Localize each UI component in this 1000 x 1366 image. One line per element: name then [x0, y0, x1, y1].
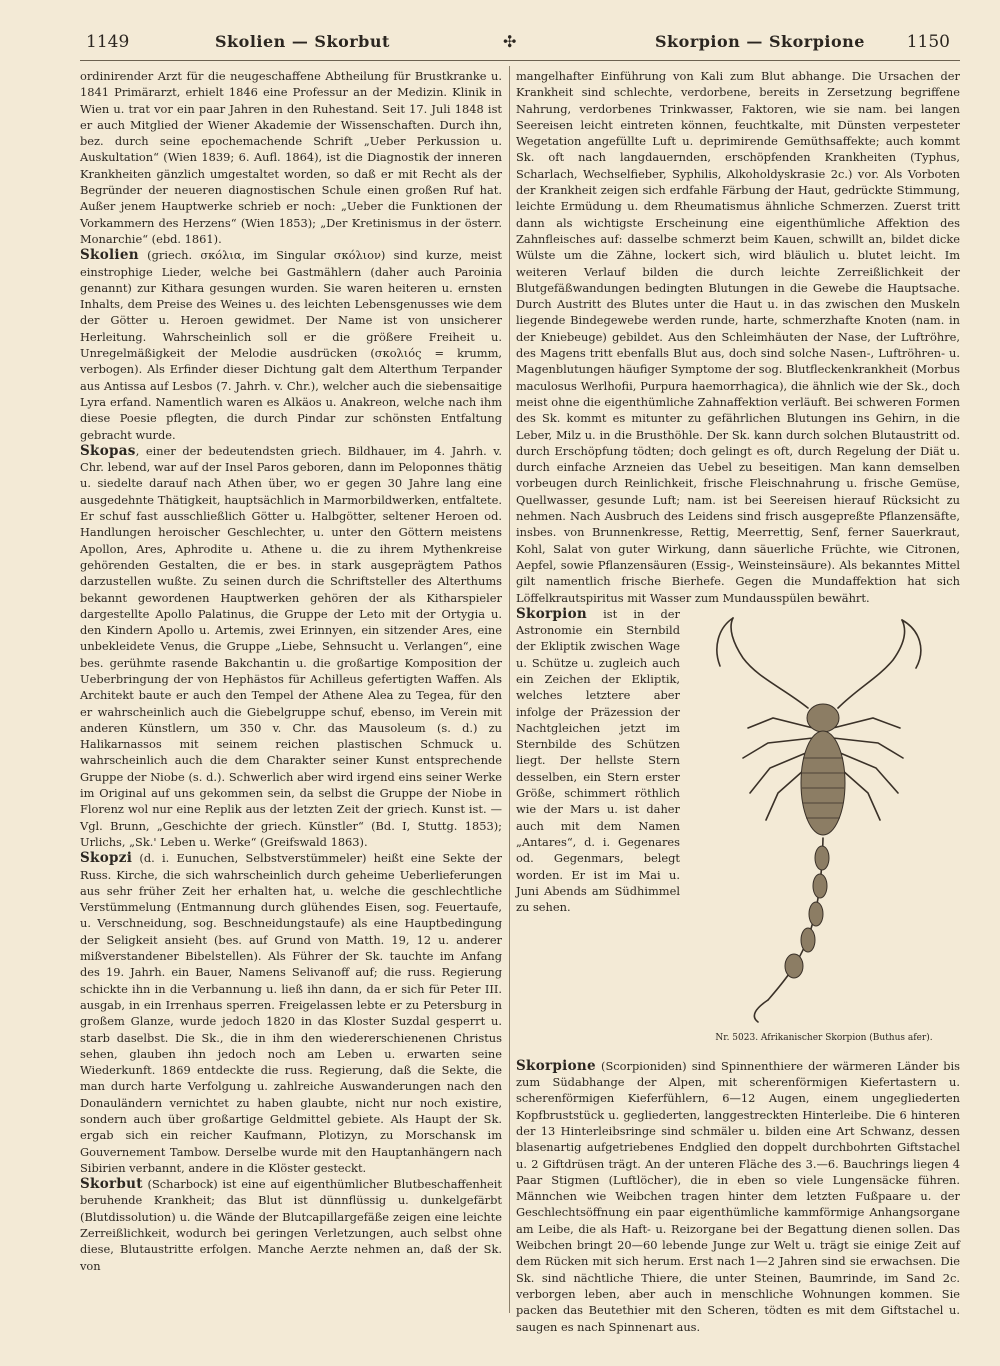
entry-heading: Skopas — [80, 442, 136, 459]
entry-skorbut — [80, 1176, 502, 1274]
figure-caption: Nr. 5023. Afrikanischer Skorpion (Buthus afer). — [715, 1032, 933, 1043]
entry-skopzi — [80, 850, 502, 1176]
column-divider — [509, 66, 510, 1313]
left-column — [80, 68, 502, 1274]
page-header — [0, 30, 1000, 58]
scorpion-figure — [688, 608, 960, 1054]
entry-heading: Skorbut — [80, 1176, 143, 1193]
page-number-left: 1149 — [86, 32, 130, 52]
running-head-left: Skolien — Skorbut — [215, 32, 390, 51]
right-column — [516, 68, 960, 1335]
entry-text: (Scharbock) ist eine auf eigenthümlicher Blutbeschaffenheit beruhende Krankheit; das Blut ist dünnflüssig u. dunkelgefärbt (Blutdissolution) u. die Wände der Blutcapillargefäße zeigen eine leichte Zerreißlichkeit, wodurch bei geringen Verletzungen, auch selbst ohne diese, Blutaustritte erfolgen. Manche Aerzte nehmen an, daß der Sk. von — [80, 1177, 502, 1273]
entry-text: , einer der bedeutendsten griech. Bildhauer, im 4. Jahrh. v. Chr. lebend, war auf der Insel Paros geboren, dann im Peloponnes thätig u. siedelte darauf nach Athen über, wo er gegen 30 Jahre lang eine ausgedehnte Thätigkeit, hauptsächlich in Marmorbildwerken, entfaltete. Er schuf fast ausschließlich Götter u. Halbgötter, seltener Heroen od. Handlungen heroischer Geschlechter, u. unter den Göttern meistens Apollon, Ares, Aphrodite u. Athene u. die zu ihrem Mythenkreise gehörenden Gestalten, die er bes. in stark ausgeprägtem Pathos darzustellen wußte. Zu seinen durch die Schriftsteller des Alterthums bekannt gewordenen Hauptwerken gehören der als Kitharspieler dargestellte Apollo Palatinus, die Gruppe der Leto mit der Ortygia u. den Kindern Apollo u. Artemis, zwei Erinnyen, ein sitzender Ares, eine unbekleidete Venus, die Gruppe „Liebe, Sehnsucht u. Verlangen“, eine bes. gerühmte rasende Bakchantin u. die großartige Komposition der Ueberbringung der von Hephästos für Achilleus gefertigten Waffen. Als Architekt baute er auch den Tempel der Athene Alea zu Tegea, für den er wahrscheinlich auch die Giebelgruppe schuf, ebenso, im Verein mit anderen Künstlern, um 350 v. Chr. das Mausoleum (s. d.) zu Halikarnassos mit seinem reichen plastischen Schmuck u. wahrscheinlich auch die dem Charakter seiner Kunst entsprechende Gruppe der Niobe (s. d.). Schwerlich aber wird irgend eins seiner Werke im Original auf uns gekommen sein, da selbst die Gruppe der Niobe in Florenz wol nur eine Replik aus der letzten Zeit der griech. Kunst ist. — Vgl. Brunn, „Geschichte der griech. Künstler“ (Bd. I, Stuttg. 1853); Urlichs, „Sk.' Leben u. Werke“ (Greifswald 1863). — [80, 443, 502, 849]
entry-text: (d. i. Eunuchen, Selbstverstümmeler) heißt eine Sekte der Russ. Kirche, die sich wahrscheinlich durch geheime Ueberlieferungen aus sehr früher Zeit her erhalten hat, u. welche die geschlechtliche Verstümmelung (Entmannung durch glühendes Eisen, sog. Feuertaufe, u. Verschneidung, sog. Beschneidungstaufe) als eine Hauptbedingung der Seligkeit ansieht (bes. auf Grund von Matth. 19, 12 u. anderer mißverstandener Bibelstellen). Als Führer der Sk. tauchte im Anfang des 19. Jahrh. ein Bauer, Namens Selivanoff auf; die russ. Regierung schickte ihn in die Verbannung u. ließ ihn dann, da er sich für Peter III. ausgab, in ein Irrenhaus sperren. Freigelassen lebte er zu Petersburg in großem Glanze, wurde jedoch 1820 in das Kloster Suzdal gesperrt u. starb daselbst. Die Sk., die in ihm den wiedererschienenen Christus sehen, glauben ihn jedoch noch am Leben u. erwarten seine Wiederkunft. 1869 entdeckte die russ. Regierung, daß die Sekte, die man durch harte Verfolgung u. zahlreiche Auswanderungen nach den Donauländern vernichtet zu haben glaubte, nicht nur noch existire, sondern auch über großartige Geldmittel gebiete. Als Haupt der Sk. ergab sich ein reicher Kaufmann, Plotizyn, zu Morschansk im Gouvernement Tambow. Derselbe wurde mit den Hauptanhängern nach Sibirien verbannt, andere in die Klöster gesteckt. — [80, 851, 502, 1175]
skorbut-continuation: mangelhafter Einführung von Kali zum Blut abhange. Die Ursachen der Krankheit sind schlechte, verdorbene, bereits in Zersetzung begriffene Nahrung, verdorbenes Trinkwasser, Faktoren, wie sie nam. bei langen Seereisen leicht eintreten können, feuchtkalte, mit Dünsten verpesteter Wegetation angefüllte Luft u. deprimirende Gemüthsaffekte; auch kommt Sk. oft nach langdauernden, erschöpfenden Krankheiten (Typhus, Scharlach, Wechselfieber, Syphilis, Alkoholdyskrasie 2c.) vor. Als Vorboten der Krankheit zeigen sich erdfahle Färbung der Haut, gedrückte Stimmung, leichte Ermüdung u. dem Rheumatismus ähnliche Schmerzen. Zuerst tritt dann als wichtigste Erscheinung eine eigenthümliche Affektion des Zahnfleisches auf: dasselbe schmerzt beim Kauen, schwillt an, bildet dicke Wülste um die Zähne, lockert sich, wird bläulich u. blutet leicht. Im weiteren Verlauf bilden die durch leichte Zerreißlichkeit der Blutgefäßwandungen bedingten Blutungen in die Gewebe die Hauptsache. Durch Austritt des Blutes unter die Haut u. in das zwischen den Muskeln liegende Bindegewebe werden runde, harte, schmerzhafte Knoten (nam. in der Kniebeuge) gebildet. Aus den Schleimhäuten der Nase, der Luftröhre, des Magens tritt ebenfalls Blut aus, doch sind solche Nasen-, Luftröhren- u. Magenblutungen häufiger Symptome der sog. Blutfleckenkrankheit (Morbus maculosus Werlhofii, Purpura haemorrhagica), die ähnlich wie der Sk., doch meist ohne die eigenthümliche Zahnaffektion verläuft. Bei schweren Formen des Sk. kommt es mitunter zu gefährlichen Blutungen ins Gehirn, in die Leber, Milz u. in die Brusthöhle. Der Sk. kann durch solchen Blutaustritt od. durch Erschöpfung tödten; doch gelingt es oft, durch Regelung der Diät u. durch einfache Arzneien das Uebel zu beseitigen. Man kann demselben vorbeugen durch Reinlichkeit, frische Fleischnahrung u. frische Gemüse, Quellwasser, gesunde Luft; nam. ist bei Seereisen hierauf Rücksicht zu nehmen. Nach Ausbruch des Leidens sind frisch ausgepreßte Pflanzensäfte, insbes. von Brunnenkresse, Rettig, Meerrettig, Senf, ferner Sauerkraut, Kohl, Salat von guter Wirkung, dann säuerliche Früchte, wie Citronen, Aepfel, sowie Pflanzensäuren (Essig-, Weinsteinsäure). Als bekanntes Mittel gilt namentlich frische Bierhefe. Gegen die Mundaffektion hat sich Löffelkrautspiritus mit Wasser zum Mundausspülen bewährt. — [516, 69, 960, 605]
ornament-icon: ✣ — [503, 32, 517, 51]
entry-skopas — [80, 443, 502, 850]
entry-text: (Scorpioniden) sind Spinnenthiere der wärmeren Länder bis zum Südabhange der Alpen, mit scherenförmigen Kiefertastern u. scherenförmigen Kieferfühlern, 6—12 Augen, einem ungegliederten Kopfbruststück u. gegliederten, langgestreckten Hinterleibe. Die 6 hinteren der 13 Hinterleibsringe sind schmäler u. bilden eine Art Schwanz, dessen blasenartig aufgetriebenes Endglied den doppelt durchbohrten Giftstachel u. 2 Giftdrüsen trägt. An der unteren Fläche des 3.—6. Bauchrings liegen 4 Paar Stigmen (Luftlöcher), die in eben so viele Lungensäcke führen. Männchen wie Weibchen tragen hinter dem letzten Fußpaare u. der Geschlechtsöffnung ein paar eigenthümliche kammförmige Anhangsorgane am Leibe, die als Haft- u. Reizorgane bei der Begattung dienen sollen. Das Weibchen bringt 20—60 lebende Junge zur Welt u. trägt sie einige Zeit auf dem Rücken mit sich herum. Erst nach 1—2 Jahren sind sie erwachsen. Die Sk. sind nächtliche Thiere, die unter Steinen, Baumrinde, im Sand 2c. verborgen leben, aber auch in menschliche Wohnungen kommen. Sie packen das Beutethier mit den Scheren, tödten es mit dem Giftstachel u. saugen es nach Spinnenart aus. — [516, 1058, 960, 1334]
intro-paragraph: ordinirender Arzt für die neugeschaffene Abtheilung für Brustkranke u. 1841 Primärarzt, erhielt 1846 eine Professur an der Medizin. Klinik in Wien u. trat vor ein paar Jahren in den Ruhestand. Seit 17. Juli 1848 ist er auch Mitglied der Wiener Akademie der Wissenschaften. Durch ihn, bez. durch seine epochemachende Schrift „Ueber Perkussion u. Auskultation“ (Wien 1839; 6. Aufl. 1864), ist die Diagnostik der inneren Krankheiten gänzlich umgestaltet worden, so daß er mit Recht als der Begründer der neueren diagnostischen Schule einen großen Ruf hat. Außer jenem Hauptwerke schrieb er noch: „Ueber die Funktionen der Vorkammern des Herzens“ (Wien 1853); „Der Kretinismus in der österr. Monarchie“ (ebd. 1861). — [80, 69, 502, 246]
entry-skorpione — [516, 1058, 960, 1335]
header-rule — [80, 60, 960, 61]
entry-text: (griech. σκόλια, im Singular σκόλιον) sind kurze, meist einstrophige Lieder, welche bei Gastmählern (daher auch Paroinia genannt) zur Kithara gesungen wurden. Sie waren heiteren u. ernsten Inhalts, dem Preise des Weines u. des leichten Lebensgenusses wie dem der Götter u. Heroen gewidmet. Der Name ist von unsicherer Herleitung. Wahrscheinlich soll er die größere Freiheit u. Unregelmäßigkeit der Melodie ausdrücken (σκολιός = krumm, verbogen). Als Erfinder dieser Dichtung galt dem Alterthum Terpander aus Antissa auf Lesbos (7. Jahrh. v. Chr.), welcher auch die siebensaitige Lyra erfand. Namentlich waren es Alkäos u. Anakreon, welche nach ihm diese Poesie pflegten, die durch Pindar zur schönsten Entfaltung gebracht wurde. — [80, 248, 502, 442]
entry-skolien — [80, 247, 502, 443]
entry-heading: Skorpione — [516, 1057, 596, 1074]
page-number-right: 1150 — [906, 32, 950, 52]
entry-heading: Skopzi — [80, 850, 133, 867]
running-head-right: Skorpion — Skorpione — [655, 32, 865, 51]
entry-heading: Skolien — [80, 247, 139, 264]
entry-heading: Skorpion — [516, 605, 588, 622]
scorpion-illustration — [688, 608, 960, 1028]
entry-text: ist in der Astronomie ein Sternbild der Ekliptik zwischen Wage u. Schütze u. zugleich auch ein Zeichen der Ekliptik, welches letztere aber infolge der Präzession der Nachtgleichen jetzt im Sternbilde des Schützen liegt. Der hellste Stern desselben, ein Stern erster Größe, schimmert röthlich wie der Mars u. ist daher auch mit dem Namen „Antares“, d. i. Gegenares od. Gegenmars, belegt worden. Er ist im Mai u. Juni Abends am Südhimmel zu sehen. — [516, 606, 680, 915]
